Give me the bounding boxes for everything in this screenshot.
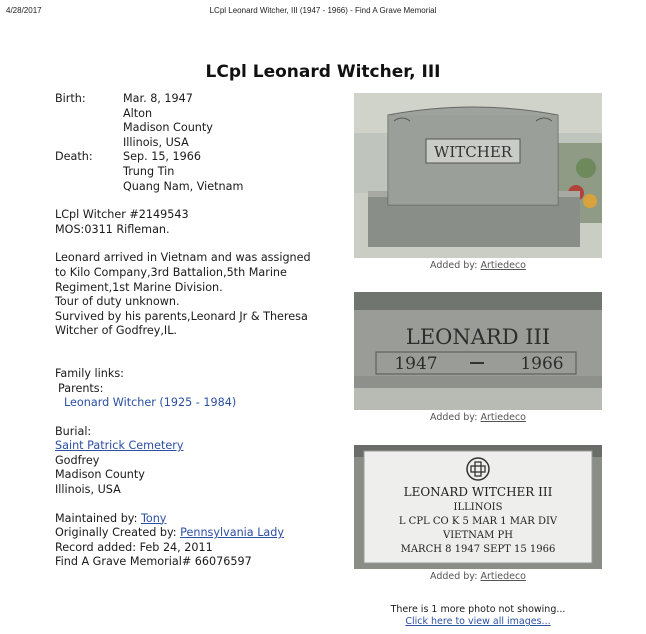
headstone-photo-2[interactable] [354,292,602,410]
bio-line: to Kilo Company,3rd Battalion,5th Marine [55,265,287,279]
maintained-label: Maintained by: [55,511,138,525]
death-date: Sep. 15, 1966 [123,150,202,164]
birth-label: Birth: [55,92,86,105]
memorial-details [55,92,345,570]
parents-label: Parents: [58,381,104,395]
cemetery-link[interactable]: Saint Patrick Cemetery [55,439,184,453]
page-title: LCpl Leonard Witcher, III [205,62,441,82]
view-all-images-link[interactable]: Click here to view all images... [405,616,551,627]
headstone-photo-1[interactable] [354,93,602,258]
more-photos-text: There is 1 more photo not showing... [390,604,566,615]
added-by-label: Added by: [429,571,478,582]
military-marker-image [354,445,602,569]
created-by [55,526,345,541]
birth-row [55,92,345,150]
created-label: Originally Created by: [55,526,177,540]
photo-2-credit [354,412,602,423]
plaque-birth-year: 1947 [394,354,438,374]
burial-state: Illinois, USA [55,483,121,497]
death-values [123,150,243,194]
plaque-image [354,292,602,410]
memorial-number: Find A Grave Memorial# 66076597 [55,555,252,569]
more-photos [354,604,602,628]
record-added: Record added: Feb 24, 2011 [55,540,213,554]
death-row [55,150,345,194]
family-links-heading: Family links: [55,366,124,380]
marker-unit-text: L CPL CO K 5 MAR 1 MAR DIV [398,516,558,527]
contributor-link[interactable]: Artiedeco [480,571,526,582]
birth-state: Illinois, USA [123,135,189,149]
marker-war-text: VIETNAM PH [443,530,513,541]
bio-line: Tour of duty unknown. [55,295,180,309]
birth-values [123,92,213,150]
headstone-name-text: WITCHER [433,143,513,161]
birth-county: Madison County [123,121,213,135]
death-label: Death: [55,150,93,164]
service-number: LCpl Witcher #2149543 [55,208,189,222]
headstone-image [354,93,602,258]
bio-line: Leonard arrived in Vietnam and was assigned [55,251,311,265]
added-by-label: Added by: [429,260,478,271]
photo-1-credit [354,260,602,271]
bio-line: Regiment,1st Marine Division. [55,280,223,294]
plaque-death-year: 1966 [520,354,564,374]
maintainer-link[interactable]: Tony [140,511,167,525]
parent-link[interactable]: Leonard Witcher (1925 - 1984) [64,396,237,410]
print-page-title: LCpl Leonard Witcher, III (1947 - 1966) - Find A Grave Memorial [209,6,437,15]
plaque-name-text: LEONARD III [405,325,551,349]
contributor-link[interactable]: Artiedeco [480,260,526,271]
burial-city: Godfrey [55,453,100,467]
burial-county: Madison County [55,468,145,482]
creator-link[interactable]: Pennsylvania Lady [180,526,285,540]
mos: MOS:0311 Rifleman. [55,222,170,236]
birth-city: Alton [123,106,153,120]
death-place: Trung Tin [123,164,175,178]
marker-dates-text: MARCH 8 1947 SEPT 15 1966 [400,544,556,555]
bio-line: Survived by his parents,Leonard Jr & Theresa [55,309,308,323]
added-by-label: Added by: [429,412,478,423]
headstone-photo-3[interactable] [354,445,602,569]
death-region: Quang Nam, Vietnam [123,179,244,193]
photo-3-credit [354,571,602,582]
marker-name-text: LEONARD WITCHER III [403,485,553,499]
contributor-link[interactable]: Artiedeco [480,412,526,423]
burial-label: Burial: [55,424,92,438]
marker-state-text: ILLINOIS [453,502,503,513]
maintained-by [55,512,345,527]
bio-line: Witcher of Godfrey,IL. [55,324,177,338]
print-date: 4/28/2017 [6,6,42,15]
birth-date: Mar. 8, 1947 [123,92,193,105]
